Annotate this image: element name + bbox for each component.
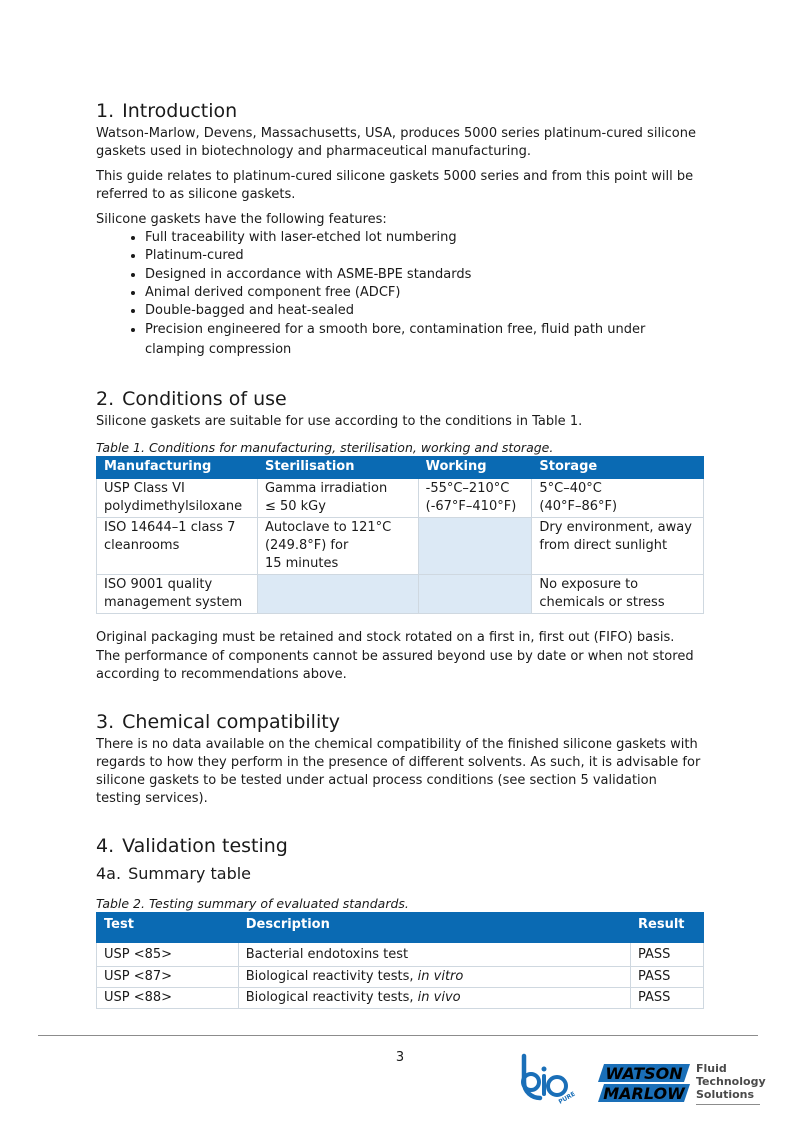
description-text: Biological reactivity tests,	[245, 990, 418, 1006]
wm-tagline-line: Technology	[696, 1075, 766, 1088]
table-header-row	[97, 913, 704, 943]
list-item: • Platinum-cured	[145, 247, 704, 265]
column-header: Working	[418, 457, 532, 479]
table-row	[97, 518, 704, 575]
bio-pure-logo	[516, 1052, 577, 1110]
wm-tagline	[696, 1062, 766, 1101]
description-text: Biological reactivity tests,	[245, 969, 418, 985]
table-cell	[238, 943, 630, 967]
column-header: Manufacturing	[97, 457, 258, 479]
conditions-paragraph-2: Original packaging must be retained and stock rotated on a first in, first out (FIFO) basis.	[96, 630, 675, 646]
table-row	[97, 943, 704, 967]
intro-paragraph-2: This guide relates to platinum-cured silicone gaskets 5000 series and from this point will be referred to as silicone gaskets.	[96, 169, 694, 202]
table-cell: USP Class VI polydimethylsiloxane	[97, 479, 258, 518]
description-emphasis: in vitro	[417, 969, 464, 985]
table-cell: Dry environment, away from direct sunlight	[532, 518, 704, 575]
list-item: • Animal derived component free (ADCF)	[145, 284, 704, 302]
wm-tagline-line: Solutions	[696, 1088, 755, 1101]
table-cell	[238, 988, 630, 1009]
table-cell: Gamma irradiation ≤ 50 kGy	[257, 479, 418, 518]
section-number: 1.	[96, 100, 115, 122]
description-emphasis: in vivo	[417, 990, 461, 1006]
wm-logo-line-1: WATSON	[605, 1064, 683, 1083]
subsection-heading-summary	[96, 863, 704, 885]
table-cell: PASS	[631, 967, 704, 988]
chemical-paragraph: There is no data available on the chemical compatibility of the finished silicone gaskets with regards to how they perform in the presence of different solvents. As such, it is advisable for silicone gaskets to be tested under actual process conditions (see section 5 validation testing services).	[96, 737, 701, 807]
table-cell	[238, 967, 630, 988]
intro-paragraph-3: Silicone gaskets have the following features:	[96, 212, 387, 227]
list-item: • Double-bagged and heat-sealed	[145, 302, 704, 320]
column-header: Result	[631, 913, 704, 943]
section-title: Validation testing	[122, 835, 288, 858]
table-cell: No exposure to chemicals or stress	[532, 575, 704, 614]
intro-paragraph-1: Watson-Marlow, Devens, Massachusetts, USA, produces 5000 series platinum-cured silicone gaskets used in biotechnology and pharmaceutical manufacturing.	[96, 126, 696, 159]
list-item: • Precision engineered for a smooth bore, contamination free, fluid path under clamping compression	[145, 320, 704, 360]
table-row	[97, 479, 704, 518]
table-cell: USP <85>	[97, 943, 239, 967]
column-header: Test	[97, 913, 239, 943]
section-heading-validation	[96, 833, 704, 859]
watson-marlow-logo-mark	[596, 1062, 692, 1104]
table-row	[97, 575, 704, 614]
list-item: • Full traceability with laser-etched lot numbering	[145, 229, 704, 247]
testing-summary-table	[96, 912, 704, 1009]
table-1-caption: Table 1. Conditions for manufacturing, sterilisation, working and storage.	[96, 440, 554, 456]
table-cell: USP <88>	[97, 988, 239, 1009]
subsection-number: 4a.	[96, 864, 122, 884]
conditions-table	[96, 456, 704, 614]
list-item: • Designed in accordance with ASME-BPE standards	[145, 266, 704, 284]
wm-tagline-line: Fluid	[696, 1062, 727, 1075]
wm-tagline-underline	[696, 1104, 760, 1105]
section-heading-conditions	[96, 386, 704, 412]
page-content	[96, 96, 704, 1009]
table-cell-empty	[257, 575, 418, 614]
column-header: Sterilisation	[257, 457, 418, 479]
wm-logo-line-2: MARLOW	[603, 1084, 685, 1103]
table-cell: PASS	[631, 988, 704, 1009]
table-row	[97, 967, 704, 988]
page-number: 3	[395, 1050, 405, 1065]
section-heading-introduction	[96, 98, 704, 124]
table-2-caption: Table 2. Testing summary of evaluated standards.	[96, 896, 409, 912]
conditions-paragraph-3: The performance of components cannot be assured beyond use by date or when not stored according to recommendations above.	[96, 649, 694, 683]
table-cell: -55°C–210°C (-67°F–410°F)	[418, 479, 532, 518]
column-header: Storage	[532, 457, 704, 479]
conditions-paragraph-1: Silicone gaskets are suitable for use according to the conditions in Table 1.	[96, 414, 583, 430]
watson-marlow-logo	[596, 1062, 766, 1110]
table-row	[97, 988, 704, 1009]
table-cell: PASS	[631, 943, 704, 967]
table-header-row	[97, 457, 704, 479]
table-cell: USP <87>	[97, 967, 239, 988]
table-cell-empty	[418, 575, 532, 614]
subsection-title: Summary table	[128, 864, 252, 884]
bio-pure-logo-mark	[516, 1052, 577, 1106]
section-title: Conditions of use	[122, 388, 287, 411]
description-text: Bacterial endotoxins test	[245, 947, 409, 963]
section-number: 4.	[96, 835, 115, 858]
section-heading-chemical	[96, 709, 704, 735]
features-list	[96, 229, 704, 360]
table-cell: ISO 9001 quality management system	[97, 575, 258, 614]
table-cell: 5°C–40°C (40°F–86°F)	[532, 479, 704, 518]
table-cell: ISO 14644–1 class 7 cleanrooms	[97, 518, 258, 575]
footer-divider	[38, 1035, 758, 1036]
section-title: Chemical compatibility	[122, 711, 340, 734]
bio-logo-subtext: PURE	[557, 1090, 577, 1106]
section-title: Introduction	[122, 100, 238, 122]
section-number: 3.	[96, 711, 115, 734]
column-header: Description	[238, 913, 630, 943]
section-number: 2.	[96, 388, 115, 411]
table-cell: Autoclave to 121°C (249.8°F) for 15 minutes	[257, 518, 418, 575]
table-cell-empty	[418, 518, 532, 575]
